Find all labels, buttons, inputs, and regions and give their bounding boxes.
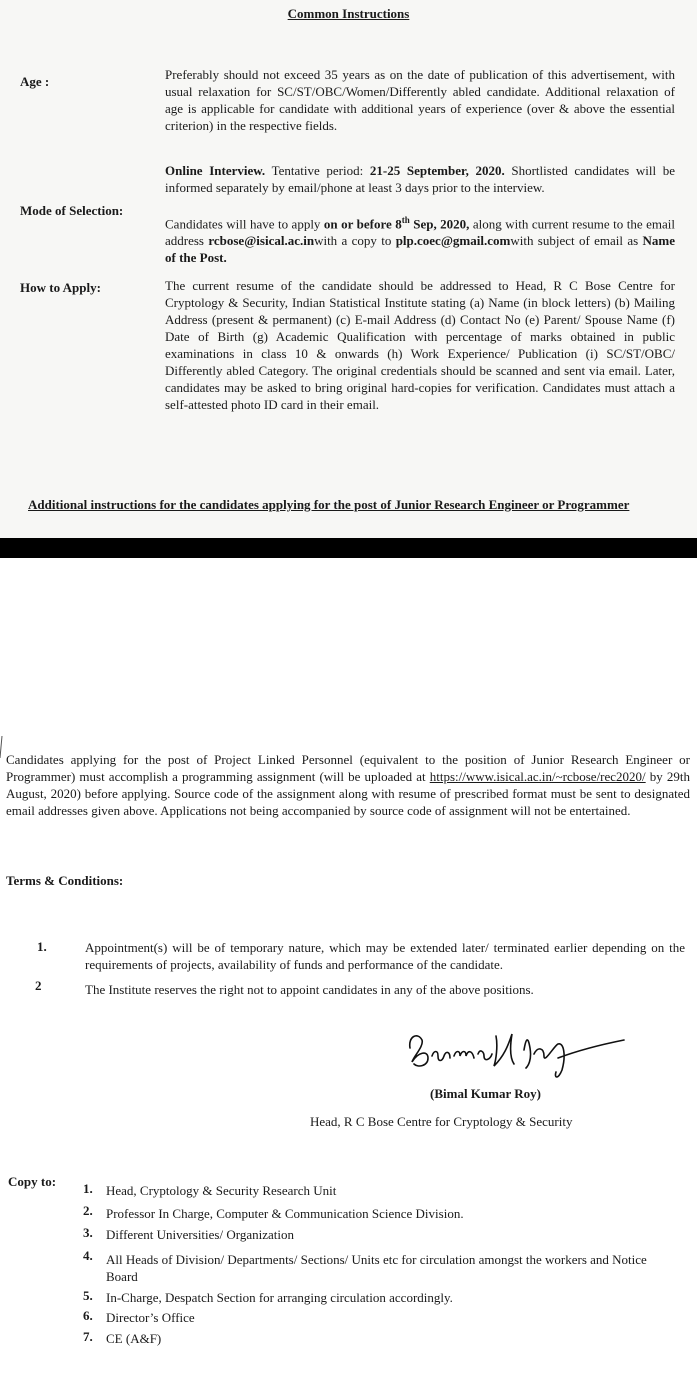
pl-text-2: by 29th August, 2020) before applying. Source code of the assignment along with resume of prescribed format must be sent to designated email addresses given above. Applications not being accompanied by source code of assignment will not be entertained. xyxy=(6,769,690,818)
email-rcbose[interactable]: rcbose@isical.ac.in xyxy=(208,233,315,249)
mode-text-3: with a copy to xyxy=(314,233,396,249)
copy-to-label: Copy to: xyxy=(8,1174,57,1189)
term-text: Appointment(s) will be of temporary nature, which may be extended later/ terminated earlier depending on the requirements of projects, availability of funds and performance of the candidate. xyxy=(85,940,685,972)
copy-item: Professor In Charge, Computer & Communication Science Division. xyxy=(106,1206,464,1221)
signatory-name: (Bimal Kumar Roy) xyxy=(430,1086,541,1101)
interview-text xyxy=(165,162,675,196)
signatory-designation: Head, R C Bose Centre for Cryptology & Security xyxy=(310,1114,573,1129)
term-number: 1. xyxy=(37,939,47,954)
how-to-apply-label: How to Apply: xyxy=(20,280,101,295)
copy-number: 5. xyxy=(83,1288,93,1303)
interview-mid: Tentative period: xyxy=(265,163,370,178)
interview-rest: Shortlisted candidates will be informed separately by email/phone at least 3 days prior to the interview. xyxy=(165,163,675,195)
additional-instructions-title: Additional instructions for the candidates applying for the post of Junior Research Engineer or Programmer xyxy=(28,497,630,512)
page-title: Common Instructions xyxy=(287,6,410,21)
interview-period: 21-25 September, 2020. xyxy=(369,163,505,178)
mode-subject: Name of the Post. xyxy=(165,233,675,266)
pl-text-1: Candidates applying for the post of Project Linked Personnel (equivalent to the position of Junior Research Engineer or Programmer) must accomplish a programming assignment (will be uploaded at xyxy=(6,752,690,784)
age-text: Preferably should not exceed 35 years as on the date of publication of this advertisement, with usual relaxation for SC/ST/OBC/Women/Differently abled candidate. Additional relaxation of age is applicable for candidate with additional years of experience (over & above the essential criterion) in the respective fields. xyxy=(165,67,675,133)
copy-number: 2. xyxy=(83,1203,93,1218)
mode-text-1: Candidates will have to apply xyxy=(165,216,324,232)
term-text: The Institute reserves the right not to appoint candidates in any of the above positions. xyxy=(85,982,534,997)
document-page-1 xyxy=(0,0,697,538)
terms-title: Terms & Conditions: xyxy=(6,873,124,888)
document-page-2 xyxy=(0,558,697,1375)
margin-mark xyxy=(0,736,3,758)
copy-item: All Heads of Division/ Departments/ Sections/ Units etc for circulation amongst the workers and Notice Board xyxy=(106,1252,647,1284)
mode-deadline-end: Sep, 2020, xyxy=(409,216,470,232)
mode-of-selection-label: Mode of Selection: xyxy=(20,203,124,218)
copy-item: Different Universities/ Organization xyxy=(106,1227,294,1242)
mode-deadline-sup: th xyxy=(401,215,410,225)
copy-number: 6. xyxy=(83,1308,93,1323)
term-number: 2 xyxy=(35,978,42,993)
mode-deadline: on or before 8 xyxy=(323,216,402,232)
mode-text-4: with subject of email as xyxy=(510,233,643,249)
how-to-apply-text: The current resume of the candidate should be addressed to Head, R C Bose Centre for Cryptology & Security, Indian Statistical Institute stating (a) Name (in block letters) (b) Mailing Address (present & permanent) (c) E-mail Address (d) Contact No (e) Parent/ Spouse Name (f) Date of Birth (g) Academic Qualification with percentage of marks obtained in public examinations in class 10 & onwards (h) Work Experience/ Publication (i) SC/ST/OBC/ Differently abled Category. The original credentials should be scanned and sent via email. Later, candidates may be asked to bring original hard-copies for verification. Candidates must attach a self-attested photo ID card in their email. xyxy=(165,278,675,412)
age-label: Age : xyxy=(20,74,50,89)
copy-item: Head, Cryptology & Security Research Unit xyxy=(106,1183,337,1198)
copy-number: 7. xyxy=(83,1329,93,1344)
copy-item: CE (A&F) xyxy=(106,1331,162,1346)
signature xyxy=(404,1026,654,1086)
copy-number: 3. xyxy=(83,1225,93,1240)
copy-number: 1. xyxy=(83,1181,93,1196)
copy-item: Director’s Office xyxy=(106,1310,195,1325)
project-linked-instructions xyxy=(6,751,690,819)
email-plp-coec[interactable]: plp.coec@gmail.com xyxy=(395,233,511,249)
page-divider xyxy=(0,538,697,558)
assignment-link[interactable]: https://www.isical.ac.in/~rcbose/rec2020/ xyxy=(429,769,646,784)
mode-of-selection-text xyxy=(165,212,675,266)
copy-item: In-Charge, Despatch Section for arranging circulation accordingly. xyxy=(106,1290,453,1305)
mode-text-2: along with current resume to the email address xyxy=(165,216,675,249)
copy-number: 4. xyxy=(83,1248,93,1263)
interview-lead: Online Interview. xyxy=(165,163,266,178)
